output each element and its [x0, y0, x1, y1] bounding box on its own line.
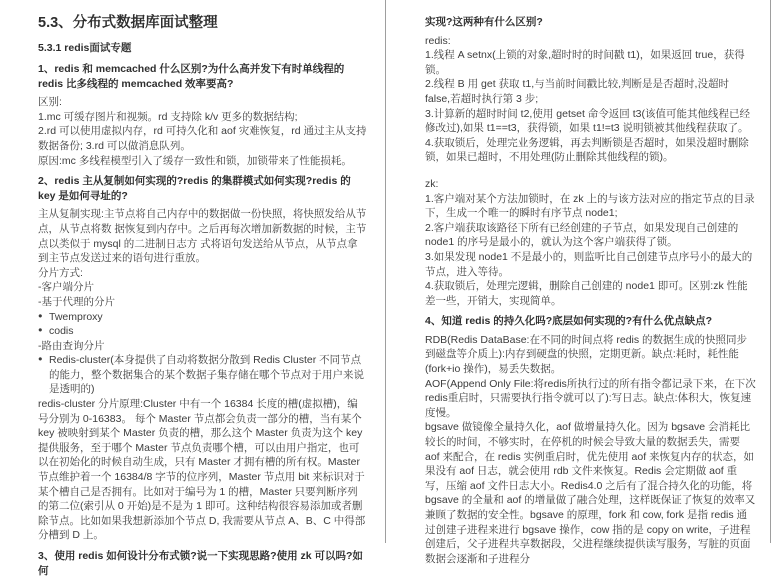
paragraph: 4.获取锁后，处理完业务逻辑，再去判断锁是否超时，如果没超时删除锁，如果已超时，不用处理(防止删除其他线程的锁)。: [425, 136, 749, 164]
paragraph: redis:: [425, 34, 451, 47]
list-item: [38, 310, 368, 325]
page-1: [0, 0, 386, 577]
list-item: [38, 324, 368, 339]
paragraph: 分片方式:: [38, 266, 83, 279]
question-3: 3、使用 redis 如何设计分布式锁?说一下实现思路?使用 zk 可以吗?如何: [38, 550, 363, 577]
paragraph: 主从复制实现:主节点将自己内存中的数据做一份快照，将快照发给从节点，从节点将数 据恢复到内存中。之后再每次增加新数据的时候，主节点以类似于 mysql 的二进制日志方 式将语句发送给从节点，从节点拿到主节点发送过来的语句进行重放。: [38, 208, 367, 265]
list-item-text: codis: [49, 325, 74, 338]
paragraph: 1.mc 可缓存图片和视频。rd 支持除 k/v 更多的数据结构;: [38, 110, 298, 123]
bullet-icon: ●: [38, 325, 43, 335]
paragraph: 3.如果发现 node1 不是最小的，则监听比自己创建节点序号小的最大的节点，进入等待。: [425, 250, 753, 278]
paragraph: 3.计算新的超时时间 t2,使用 getset 命令返回 t3(该值可能其他线程已经修改过),如果 t1==t3，获得锁，如果 t1!=t3 说明锁被其他线程获取了。: [425, 107, 750, 135]
bullet-icon: ●: [38, 354, 43, 364]
paragraph: RDB(Redis DataBase:在不同的时间点将 redis 的数据生成的快照同步到磁盘等介质上):内存到硬盘的快照，定期更新。缺点:耗时，耗性能(fork+io 操作)，易丢失数据。: [425, 333, 748, 376]
list-item-text: Twemproxy: [49, 310, 103, 323]
paragraph: AOF(Append Only File:将redis所执行过的所有指令都记录下来，在下次redis重启时，只需要执行指令就可以了):写日志。缺点:体积大，恢复速度慢。: [425, 377, 756, 419]
paragraph: zk:: [425, 177, 439, 190]
paragraph: redis-cluster 分片原理:Cluster 中有一个 16384 长度的槽(虚拟槽)，编号分别为 0-16383。 每个 Master 节点都会负责一部分的槽，当有某个 key 被映射到某个 Master 负责的槽，那么这个 Master 负责为这个 key 提供服务，至于哪个 Master 节点负责哪个槽，可以由用户指定，也可以在初始化的时候自动生成，只有 Master 才拥有槽的所有权。Master 节点维护着一个 16384/8 字节的位序列，Master 节点用 bit 来标识对于某个槽自己是否拥有。比如对于编号为 1 的槽，Master 只要判断序列的第二位(索引从 0 开始)是不是为 1 即可。这种结构很容易添加或者删除节点。比如如果我想新添加个节点 D, 我需要从节点 A、B、C 中得部分槽到 D 上。: [38, 398, 366, 542]
paragraph: 原因:mc 多线程模型引入了缓存一致性和锁，加锁带来了性能损耗。: [38, 154, 352, 167]
paragraph: 2.客户端获取该路径下所有已经创建的子节点，如果发现自己创建的 node1 的序号是最小的，就认为这个客户端获得了锁。: [425, 221, 739, 249]
list-item-text: Redis-cluster(本身提供了自动将数据分散到 Redis Cluster 不同节点的能力，整个数据集合的某个数据子集存储在哪个节点对于用户来说是透明的): [49, 354, 364, 396]
question-4: 4、知道 redis 的持久化吗?底层如何实现的?有什么优点缺点?: [425, 315, 713, 328]
question-3-continued: 实现?这两种有什么区别?: [425, 16, 543, 28]
paragraph: 2.线程 B 用 get 获取 t1,与当前时间戳比较,判断是是否超时,没超时 false,若超时执行第 3 步;: [425, 78, 729, 105]
paragraph: bgsave 做镜像全量持久化，aof 做增量持久化。因为 bgsave 会消耗比较长的时间，不够实时，在停机的时候会导致大量的数据丢失，需要 aof 来配合，在 redis 实例重启时，优先使用 aof 来恢复内存的状态，如果没有 aof 日志，就会使用 rdb 文件来恢复。Redis 会定期做 aof 重写，压缩 aof 文件日志大小。Redis4.0 之后有了混合持久化的功能，将 bgsave 的全量和 aof 的增量做了融合处理，这样既保证了恢复的效率又兼顾了数据的安全性。bgsave 的原理，fork 和 cow, fork 是指 redis 通过创建子进程来进行 bgsave 操作，cow 指的是 copy on write，子进程创建后，父子进程共享数据段，父进程继续提供读写服务，写脏的页面数据会逐渐和子进程分: [425, 421, 756, 565]
paragraph: -客户端分片: [38, 281, 94, 294]
question-1: 1、redis 和 memcached 什么区别?为什么高并发下有时单线程的 redis 比多线程的 memcached 效率要高?: [38, 63, 345, 90]
paragraph: 2.rd 可以使用虚拟内存，rd 可持久化和 aof 灾难恢复，rd 通过主从支持数据备份; 3.rd 可以做消息队列。: [38, 125, 367, 152]
paragraph: 1.线程 A setnx(上锁的对象,超时时的时间戳 t1)，如果返回 true，获得锁。: [425, 49, 745, 76]
paragraph: -路由查询分片: [38, 339, 105, 352]
subsection-title: 5.3.1 redis面试专题: [38, 42, 132, 54]
paragraph: 4.获取锁后，处理完逻辑，删除自己创建的 node1 即可。区别:zk 性能差一些，开销大，实现简单。: [425, 280, 748, 307]
bullet-icon: ●: [38, 310, 43, 320]
list-item: [38, 353, 368, 397]
question-2: 2、redis 主从复制如何实现的?redis 的集群模式如何实现?redis 的 key 是如何寻址的?: [38, 175, 351, 202]
paragraph: -基于代理的分片: [38, 295, 115, 308]
section-title: 5.3、分布式数据库面试整理: [38, 15, 218, 31]
paragraph: 区别:: [38, 96, 62, 109]
paragraph: 1.客户端对某个方法加锁时，在 zk 上的与该方法对应的指定节点的目录下，生成一个唯一的瞬时有序节点 node1;: [425, 192, 755, 220]
page-2: [386, 0, 771, 565]
